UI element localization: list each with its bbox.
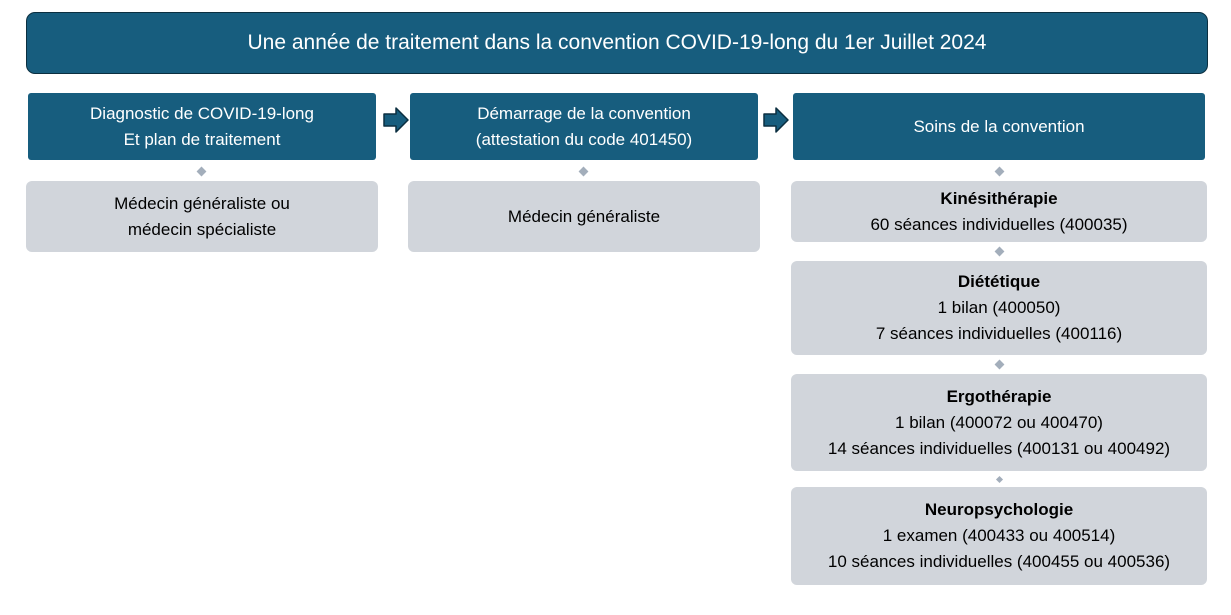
right-arrow-icon [762,106,790,134]
care-kinesitherapie: Kinésithérapie 60 séances individuelles (400035) [791,181,1207,242]
diamond-connector-icon [995,167,1005,177]
care-ergotherapie: Ergothérapie 1 bilan (400072 ou 400470) 14 séances individuelles (400131 ou 400492) [791,374,1207,471]
diamond-connector-icon [579,167,589,177]
right-arrow-icon [382,106,410,134]
step-diagnostic-actor: Médecin généraliste ou médecin spécialiste [26,181,378,252]
diamond-connector-icon [995,360,1005,370]
step-start-actor: Médecin généraliste [408,181,760,252]
diamond-connector-icon [197,167,207,177]
diagram-title: Une année de traitement dans la convention COVID-19-long du 1er Juillet 2024 [26,12,1208,74]
step-diagnostic-header: Diagnostic de COVID-19-long Et plan de traitement [28,93,376,160]
step-care-header: Soins de la convention [793,93,1205,160]
care-neuropsychologie: Neuropsychologie 1 examen (400433 ou 400514) 10 séances individuelles (400455 ou 400536) [791,487,1207,585]
care-dietetique: Diététique 1 bilan (400050) 7 séances individuelles (400116) [791,261,1207,355]
diamond-connector-icon [996,476,1003,483]
diamond-connector-icon [995,247,1005,257]
step-start-header: Démarrage de la convention (attestation du code 401450) [410,93,758,160]
